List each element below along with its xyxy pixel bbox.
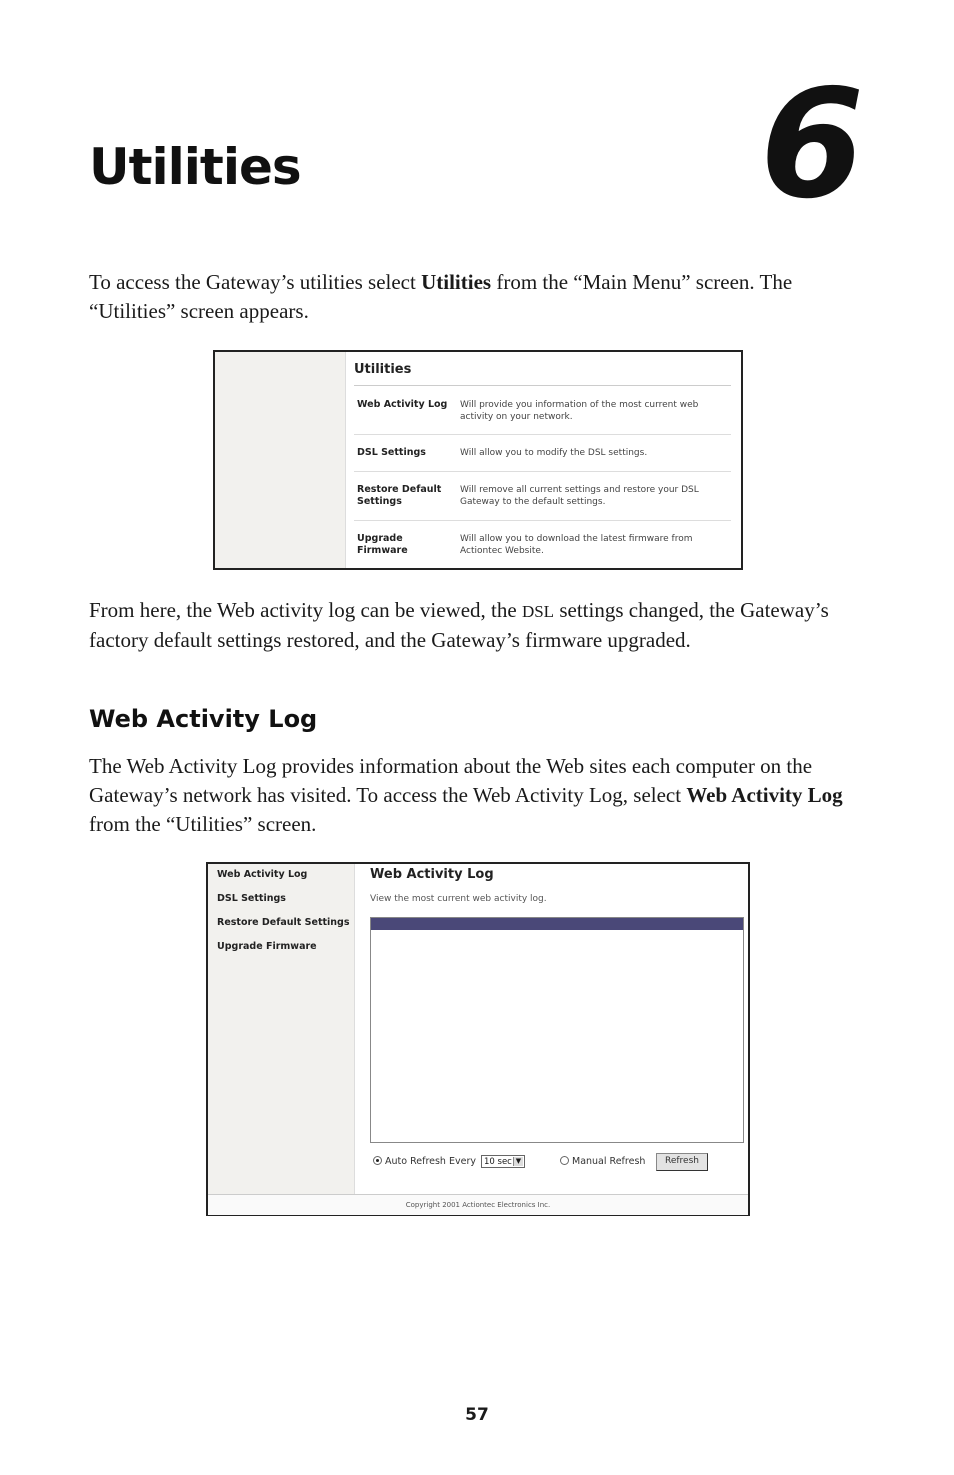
utilities-heading: Utilities bbox=[354, 362, 412, 377]
refresh-interval-select[interactable] bbox=[481, 1155, 525, 1168]
utility-label[interactable]: Restore Default Settings bbox=[357, 484, 442, 507]
nav-dsl-settings[interactable]: DSL Settings bbox=[217, 893, 286, 904]
utilities-screenshot bbox=[213, 350, 743, 570]
utility-row-web-activity-log[interactable] bbox=[354, 394, 731, 435]
screenshot-footer bbox=[208, 1194, 748, 1215]
manual-refresh-radio[interactable] bbox=[560, 1156, 569, 1165]
log-display-area[interactable] bbox=[370, 917, 744, 1143]
refresh-button[interactable]: Refresh bbox=[656, 1153, 708, 1171]
auto-refresh-option[interactable] bbox=[373, 1156, 476, 1167]
summary-text-1: From here, the Web activity log can be viewed, the bbox=[89, 598, 522, 622]
utility-description: Will allow you to modify the DSL settings. bbox=[460, 448, 648, 458]
chevron-down-icon[interactable]: ▼ bbox=[513, 1157, 523, 1166]
utility-row-upgrade-firmware[interactable] bbox=[354, 521, 731, 567]
nav-upgrade-firmware[interactable]: Upgrade Firmware bbox=[217, 941, 317, 952]
screenshot-sidebar bbox=[215, 352, 346, 568]
page-number: 57 bbox=[465, 1405, 489, 1425]
section-text-1: The Web Activity Log provides information about the Web sites each computer on the Gateway’s network has visited. To access the Web Activity Log, select bbox=[89, 754, 813, 807]
utility-label[interactable]: Upgrade Firmware bbox=[357, 533, 408, 556]
utility-description: Will provide you information of the most current web activity on your network. bbox=[460, 400, 699, 422]
refresh-interval-value: 10 sec bbox=[484, 1157, 512, 1167]
web-log-heading: Web Activity Log bbox=[370, 867, 494, 882]
utility-description: Will remove all current settings and restore your DSL Gateway to the default settings. bbox=[460, 485, 699, 507]
screenshot-sidebar bbox=[208, 864, 355, 1194]
utility-row-dsl-settings[interactable] bbox=[354, 435, 731, 472]
summary-dsl: DSL bbox=[521, 602, 555, 621]
auto-refresh-label: Auto Refresh Every bbox=[385, 1156, 476, 1167]
nav-restore-default-settings[interactable]: Restore Default Settings bbox=[217, 917, 350, 928]
summary-paragraph bbox=[89, 596, 869, 655]
summary-text-2: settings changed, the Gateway’s factory default settings restored, and the Gateway’s firmware upgraded. bbox=[89, 598, 829, 652]
web-log-subtitle: View the most current web activity log. bbox=[370, 894, 547, 904]
manual-refresh-option[interactable] bbox=[560, 1156, 645, 1167]
intro-text-2: from the “Main Menu” screen. The “Utilities” screen appears. bbox=[89, 270, 793, 323]
utility-label[interactable]: Web Activity Log bbox=[357, 399, 448, 410]
section-heading: Web Activity Log bbox=[89, 705, 318, 733]
intro-text-1: To access the Gateway’s utilities select bbox=[89, 270, 422, 294]
utility-label[interactable]: DSL Settings bbox=[357, 447, 426, 458]
chapter-number: 6 bbox=[760, 58, 865, 232]
utility-row-restore-default[interactable] bbox=[354, 472, 731, 521]
section-bold: Web Activity Log bbox=[686, 783, 843, 807]
nav-web-activity-log[interactable]: Web Activity Log bbox=[217, 869, 308, 880]
chapter-title: Utilities bbox=[89, 138, 301, 196]
utility-description: Will allow you to download the latest firmware from Actiontec Website. bbox=[460, 534, 693, 556]
intro-bold: Utilities bbox=[421, 270, 492, 294]
section-text-2: from the “Utilities” screen. bbox=[89, 812, 317, 836]
divider bbox=[354, 385, 731, 386]
intro-paragraph bbox=[89, 268, 869, 326]
auto-refresh-radio[interactable] bbox=[373, 1156, 382, 1165]
manual-refresh-label: Manual Refresh bbox=[572, 1156, 646, 1167]
copyright-text: Copyright 2001 Actiontec Electronics Inc. bbox=[405, 1201, 551, 1209]
section-paragraph bbox=[89, 752, 869, 839]
web-activity-log-screenshot bbox=[206, 862, 750, 1216]
log-header-bar bbox=[371, 918, 743, 930]
